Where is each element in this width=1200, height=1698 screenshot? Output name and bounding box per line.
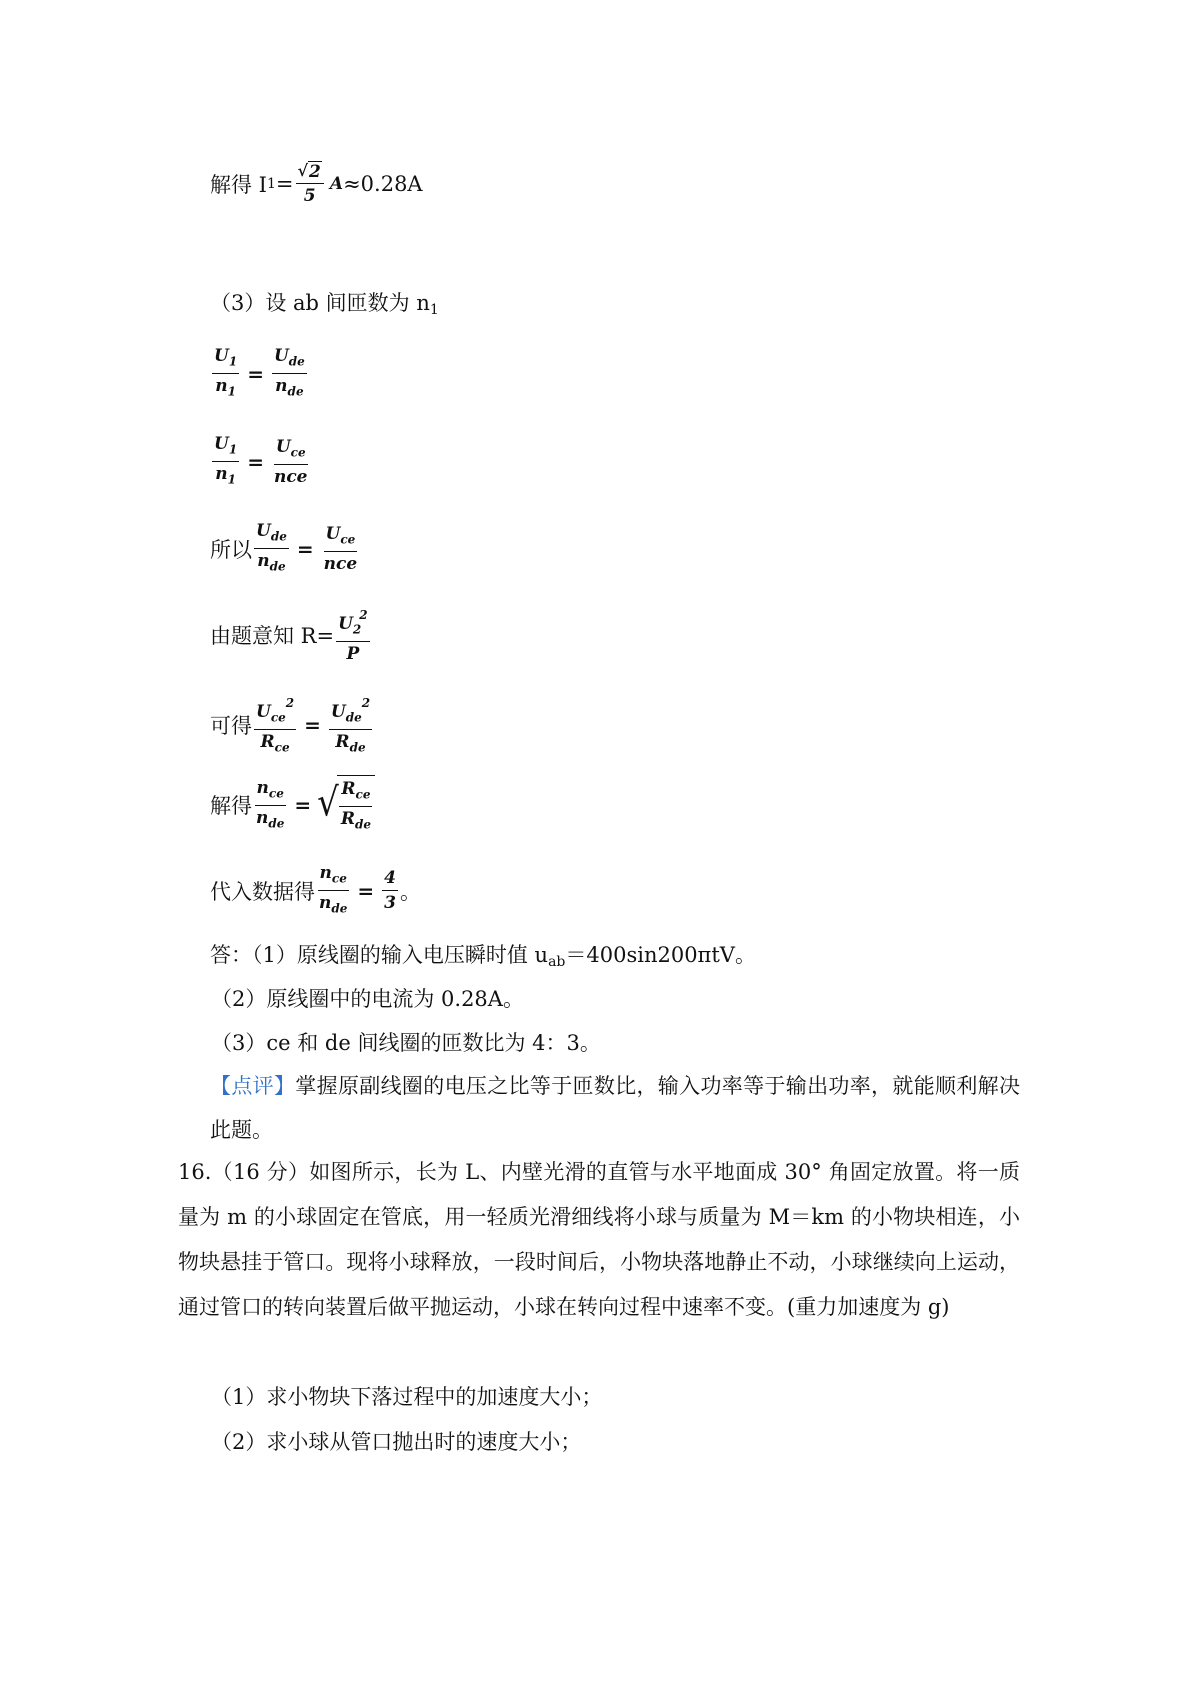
equation-6: 解得 $\frac{n_{ce}}{n_{de}}$ = √ $\frac{R_{ce}}{R_{de}}$ <box>210 775 375 836</box>
text-prefix: 解得 I <box>210 172 267 197</box>
answer-1: 答：（1）原线圈的输入电压瞬时值 $u_{ab}=400\sin 200\pi tV$。 <box>210 943 756 970</box>
fraction-sqrt2-over-5: √ 2 5 <box>296 160 324 207</box>
equation-5: 可得 $\frac{U_{ce}^2}{R_{ce}}$ = $\frac{U_{de}^2}{R_{de}}$ <box>210 692 374 759</box>
sqrt-symbol: √ $\frac{R_{ce}}{R_{de}}$ <box>317 775 375 836</box>
solve-current-line <box>210 160 423 207</box>
fraction: $\frac{U_2^2}{P}$ <box>336 604 370 665</box>
comment-paragraph: 【点评】掌握原副线圈的电压之比等于匝数比，输入功率等于输出功率，就能顺利解决此题。 <box>210 1074 1020 1142</box>
equation-3: 所以 $\frac{U_{de}}{n_{de}}$ = $\frac{U_{ce}}{\text{nce}}$ <box>210 520 361 578</box>
equation-1: $\frac{U_1}{n_1}$ = $\frac{U_{de}}{n_{de}}$ <box>210 345 309 403</box>
unit-A: A <box>329 173 344 194</box>
equation-2: $\frac{U_1}{n_1}$ = $\frac{U_{ce}}{\text{nce}}$ <box>210 433 311 491</box>
fraction-right: $\frac{U_{ce}}{\text{nce}}$ <box>273 436 308 488</box>
fraction-left: $\frac{n_{ce}}{n_{de}}$ <box>256 777 285 831</box>
question-16-text: 16.（16 分）如图所示，长为 L、内壁光滑的直管与水平地面成 30° 角固定放置。将一质量为 m 的小球固定在管底，用一轻质光滑细线将小球与质量为 M＝km 的小物块相连，小物块悬挂于管口。现将小球释放，一段时间后，小物块落地静止不动，小球继续向上运动，通过管口的转向装置后做平抛运动，小球在转向过程中速率不变。(重力加速度为 g) <box>178 1160 1020 1319</box>
fraction-right: $\frac{U_{de}}{n_{de}}$ <box>273 346 305 399</box>
part3-intro: （3）设 ab 间匝数为 $n_1$ <box>210 291 439 318</box>
sqrt-symbol: √ 2 <box>297 161 321 182</box>
fraction-under-root: $\frac{R_{ce}}{R_{de}}$ <box>340 779 372 832</box>
answer-2: （2）原线圈中的电流为 0.28A。 <box>211 987 524 1011</box>
equation-7: 代入数据得 $\frac{n_{ce}}{n_{de}}$ = $\frac{4}{3}$ 。 <box>210 862 421 920</box>
fraction-left: $\frac{U_1}{n_1}$ <box>214 434 238 487</box>
fraction-left: $\frac{n_{ce}}{n_{de}}$ <box>319 863 348 916</box>
question-16-part-2: （2）求小球从管口抛出时的速度大小； <box>211 1430 582 1454</box>
comment-tag: 【点评】 <box>210 1074 296 1098</box>
fraction-left: $\frac{U_{ce}^2}{R_{ce}}$ <box>254 692 296 759</box>
approx-value: ≈0.28A <box>343 171 423 196</box>
fraction-left: $\frac{U_{de}}{n_{de}}$ <box>256 521 287 574</box>
fraction-right: $\frac{U_{de}^2}{R_{de}}$ <box>329 692 372 759</box>
equation-4: 由题意知 R= $\frac{U_2^2}{P}$ <box>210 604 372 665</box>
fraction-right: $\frac{U_{ce}}{\text{nce}}$ <box>323 523 358 575</box>
fraction-right: $\frac{4}{3}$ <box>384 868 397 914</box>
fraction-left: $\frac{U_1}{n_1}$ <box>214 346 238 399</box>
question-16-part-1: （1）求小物块下落过程中的加速度大小； <box>211 1385 603 1409</box>
subscript: 1 <box>266 175 276 192</box>
equals-sign: = <box>275 171 294 196</box>
answer-3: （3）ce 和 de 间线圈的匝数比为 4：3。 <box>211 1031 601 1055</box>
